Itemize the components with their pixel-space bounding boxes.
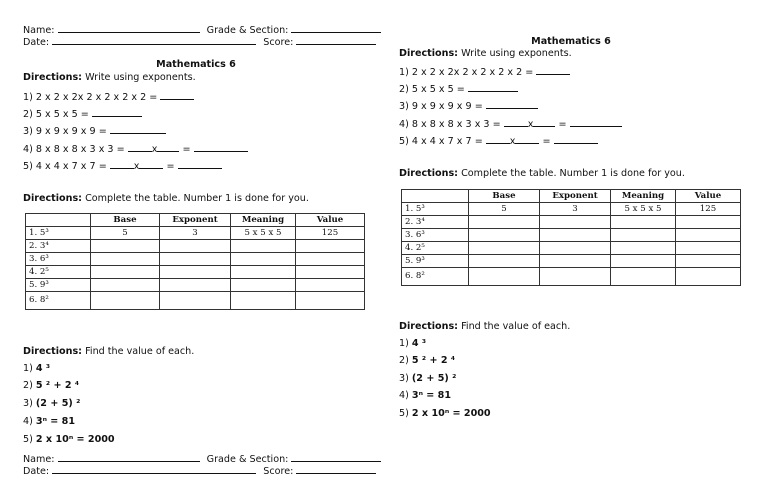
meaning-cell[interactable] <box>611 229 676 242</box>
times-sign: x <box>527 119 534 130</box>
table-header-row <box>26 214 365 227</box>
header-cell <box>26 214 91 227</box>
header-cell: Meaning <box>231 214 296 227</box>
table-row <box>26 292 365 310</box>
value-cell: 125 <box>676 203 741 216</box>
item-number: 5) <box>399 408 409 419</box>
name-label: Name: <box>23 454 55 465</box>
exponent-cell: 3 <box>540 203 611 216</box>
directions-exponents <box>399 48 572 59</box>
meaning-cell[interactable] <box>231 279 296 292</box>
date-label: Date: <box>23 466 50 477</box>
value-cell[interactable] <box>676 242 741 255</box>
name-blank[interactable] <box>58 23 200 33</box>
exponent-cell[interactable] <box>160 279 231 292</box>
base-cell[interactable] <box>91 266 160 279</box>
answer-blank[interactable] <box>468 82 518 92</box>
item-number: 3) <box>399 373 409 384</box>
value-cell[interactable] <box>676 229 741 242</box>
item-expression: 5 ² + 2 ⁴ <box>411 355 456 366</box>
item-expression: 2 x 10ⁿ = 2000 <box>35 434 115 445</box>
value-item <box>23 398 80 409</box>
exponent-cell[interactable] <box>540 216 611 229</box>
value-cell[interactable] <box>296 292 365 310</box>
equals-sign: = <box>558 119 567 130</box>
answer-blank[interactable] <box>160 90 194 100</box>
base-cell[interactable] <box>469 242 540 255</box>
meaning-cell[interactable] <box>611 242 676 255</box>
answer-blank[interactable] <box>570 117 622 127</box>
directions-text: Complete the table. Number 1 is done for you. <box>458 168 685 179</box>
table-row <box>26 279 365 292</box>
times-sign: x <box>151 144 158 155</box>
item-expression: 2 x 10ⁿ = 2000 <box>411 408 491 419</box>
value-item <box>399 408 491 419</box>
value-item <box>23 363 50 374</box>
answer-blank[interactable] <box>157 142 179 152</box>
directions-text: Complete the table. Number 1 is done for you. <box>82 193 309 204</box>
answer-blank[interactable] <box>139 159 163 169</box>
date-row <box>23 464 376 477</box>
score-label: Score: <box>263 37 294 48</box>
item-number: 2) <box>399 355 409 366</box>
meaning-cell[interactable] <box>611 268 676 286</box>
row-label: 3. 6³ <box>26 253 91 266</box>
directions-exponents <box>23 72 196 83</box>
name-blank[interactable] <box>58 452 200 462</box>
meaning-cell[interactable] <box>231 292 296 310</box>
value-item <box>23 434 115 445</box>
base-cell[interactable] <box>469 216 540 229</box>
value-item <box>399 355 455 366</box>
times-sign: x <box>133 161 140 172</box>
directions-label: Directions: <box>23 193 83 204</box>
item-number: 3) <box>23 398 33 409</box>
exponent-cell[interactable] <box>540 229 611 242</box>
score-blank[interactable] <box>296 35 376 45</box>
meaning-cell[interactable] <box>611 216 676 229</box>
table-row <box>402 255 741 268</box>
value-item <box>399 338 426 349</box>
item-text: 4) 8 x 8 x 8 x 3 x 3 = <box>23 144 125 155</box>
item-expression: 3ⁿ = 81 <box>35 416 76 427</box>
item-text: 1) 2 x 2 x 2x 2 x 2 x 2 x 2 = <box>23 92 158 103</box>
date-blank[interactable] <box>52 35 256 45</box>
row-label: 5. 9³ <box>402 255 469 268</box>
item-expression: 4 ³ <box>35 363 51 374</box>
table-row <box>26 227 365 240</box>
exponent-item <box>399 65 570 78</box>
value-item <box>23 380 79 391</box>
answer-blank[interactable] <box>128 142 152 152</box>
answer-blank[interactable] <box>194 142 248 152</box>
meaning-cell[interactable] <box>611 255 676 268</box>
item-text: 5) 4 x 4 x 7 x 7 = <box>23 161 107 172</box>
directions-label: Directions: <box>399 168 459 179</box>
header-cell <box>402 190 469 203</box>
table-header-row <box>402 190 741 203</box>
header-cell: Base <box>469 190 540 203</box>
item-text: 1) 2 x 2 x 2x 2 x 2 x 2 x 2 = <box>399 67 534 78</box>
item-expression: (2 + 5) ² <box>35 398 81 409</box>
exponent-table <box>401 189 741 286</box>
item-expression: 4 ³ <box>411 338 427 349</box>
name-label: Name: <box>23 25 55 36</box>
value-cell[interactable] <box>296 266 365 279</box>
base-cell[interactable] <box>469 255 540 268</box>
exponent-cell[interactable] <box>160 253 231 266</box>
table-row <box>402 268 741 286</box>
exponent-item <box>23 90 194 103</box>
item-text: 3) 9 x 9 x 9 x 9 = <box>23 126 107 137</box>
exponent-table <box>25 213 365 310</box>
header-cell: Value <box>296 214 365 227</box>
row-label: 4. 2⁵ <box>26 266 91 279</box>
grade-label: Grade & Section: <box>206 454 289 465</box>
answer-blank[interactable] <box>536 65 570 75</box>
item-expression: 3ⁿ = 81 <box>411 390 452 401</box>
table-row <box>402 216 741 229</box>
row-label: 1. 5³ <box>402 203 469 216</box>
meaning-cell[interactable] <box>231 240 296 253</box>
exponent-cell[interactable] <box>160 266 231 279</box>
meaning-cell[interactable] <box>231 253 296 266</box>
times-sign: x <box>509 136 516 147</box>
value-cell[interactable] <box>676 255 741 268</box>
value-item <box>23 416 75 427</box>
base-cell: 5 <box>91 227 160 240</box>
grade-label: Grade & Section: <box>206 25 289 36</box>
value-cell: 125 <box>296 227 365 240</box>
header-cell: Exponent <box>160 214 231 227</box>
row-label: 2. 3⁴ <box>402 216 469 229</box>
item-number: 5) <box>23 434 33 445</box>
table-row <box>26 253 365 266</box>
exponent-item <box>399 82 518 95</box>
item-text: 2) 5 x 5 x 5 = <box>23 109 89 120</box>
row-label: 6. 8² <box>402 268 469 286</box>
answer-blank[interactable] <box>486 99 538 109</box>
base-cell[interactable] <box>91 253 160 266</box>
date-label: Date: <box>23 37 50 48</box>
exponent-item <box>399 99 538 112</box>
exponent-item <box>23 107 142 120</box>
exponent-item <box>399 117 622 130</box>
value-cell[interactable] <box>676 216 741 229</box>
score-blank[interactable] <box>296 464 376 474</box>
item-text: 4) 8 x 8 x 8 x 3 x 3 = <box>399 119 501 130</box>
answer-blank[interactable] <box>554 134 598 144</box>
answer-blank[interactable] <box>504 117 528 127</box>
meaning-cell: 5 x 5 x 5 <box>231 227 296 240</box>
exponent-cell[interactable] <box>540 255 611 268</box>
value-cell[interactable] <box>296 253 365 266</box>
exponent-item <box>23 142 248 155</box>
header-cell: Value <box>676 190 741 203</box>
row-label: 4. 2⁵ <box>402 242 469 255</box>
row-label: 2. 3⁴ <box>26 240 91 253</box>
meaning-cell: 5 x 5 x 5 <box>611 203 676 216</box>
row-label: 3. 6³ <box>402 229 469 242</box>
directions-text: Find the value of each. <box>458 321 571 332</box>
value-item <box>399 373 456 384</box>
directions-text: Write using exponents. <box>458 48 572 59</box>
item-expression: 5 ² + 2 ⁴ <box>35 380 80 391</box>
worksheet-title: Mathematics 6 <box>156 59 236 70</box>
exponent-item <box>23 124 166 137</box>
value-cell[interactable] <box>676 268 741 286</box>
item-text: 2) 5 x 5 x 5 = <box>399 84 465 95</box>
directions-label: Directions: <box>399 321 459 332</box>
grade-blank[interactable] <box>291 452 381 462</box>
value-cell[interactable] <box>296 279 365 292</box>
value-cell[interactable] <box>296 240 365 253</box>
header-cell: Meaning <box>611 190 676 203</box>
directions-value <box>23 346 194 357</box>
item-expression: (2 + 5) ² <box>411 373 457 384</box>
answer-blank[interactable] <box>110 159 134 169</box>
table-row <box>402 229 741 242</box>
date-blank[interactable] <box>52 464 256 474</box>
base-cell[interactable] <box>469 268 540 286</box>
directions-text: Find the value of each. <box>82 346 195 357</box>
date-row <box>23 35 376 48</box>
equals-sign: = <box>182 144 191 155</box>
exponent-cell[interactable] <box>540 268 611 286</box>
item-number: 1) <box>399 338 409 349</box>
exponent-cell[interactable] <box>540 242 611 255</box>
equals-sign: = <box>542 136 551 147</box>
header-cell: Exponent <box>540 190 611 203</box>
exponent-item <box>23 159 222 172</box>
answer-blank[interactable] <box>533 117 555 127</box>
item-number: 1) <box>23 363 33 374</box>
base-cell: 5 <box>469 203 540 216</box>
grade-blank[interactable] <box>291 23 381 33</box>
directions-text: Write using exponents. <box>82 72 196 83</box>
base-cell[interactable] <box>469 229 540 242</box>
answer-blank[interactable] <box>178 159 222 169</box>
answer-blank[interactable] <box>92 107 142 117</box>
meaning-cell[interactable] <box>231 266 296 279</box>
table-row <box>26 266 365 279</box>
table-row <box>402 203 741 216</box>
directions-table <box>23 193 309 204</box>
item-text: 5) 4 x 4 x 7 x 7 = <box>399 136 483 147</box>
header-cell: Base <box>91 214 160 227</box>
directions-label: Directions: <box>23 346 83 357</box>
equals-sign: = <box>166 161 175 172</box>
score-label: Score: <box>263 466 294 477</box>
base-cell[interactable] <box>91 240 160 253</box>
value-item <box>399 390 451 401</box>
directions-value <box>399 321 570 332</box>
table-row <box>26 240 365 253</box>
exponent-item <box>399 134 598 147</box>
row-label: 6. 8² <box>26 292 91 310</box>
table-row <box>402 242 741 255</box>
exponent-cell: 3 <box>160 227 231 240</box>
exponent-cell[interactable] <box>160 292 231 310</box>
row-label: 5. 9³ <box>26 279 91 292</box>
row-label: 1. 5³ <box>26 227 91 240</box>
directions-table <box>399 168 685 179</box>
answer-blank[interactable] <box>110 124 166 134</box>
item-number: 2) <box>23 380 33 391</box>
base-cell[interactable] <box>91 279 160 292</box>
worksheet-title: Mathematics 6 <box>531 36 611 47</box>
item-number: 4) <box>23 416 33 427</box>
directions-label: Directions: <box>399 48 459 59</box>
exponent-cell[interactable] <box>160 240 231 253</box>
base-cell[interactable] <box>91 292 160 310</box>
answer-blank[interactable] <box>515 134 539 144</box>
answer-blank[interactable] <box>486 134 510 144</box>
item-text: 3) 9 x 9 x 9 x 9 = <box>399 101 483 112</box>
directions-label: Directions: <box>23 72 83 83</box>
item-number: 4) <box>399 390 409 401</box>
